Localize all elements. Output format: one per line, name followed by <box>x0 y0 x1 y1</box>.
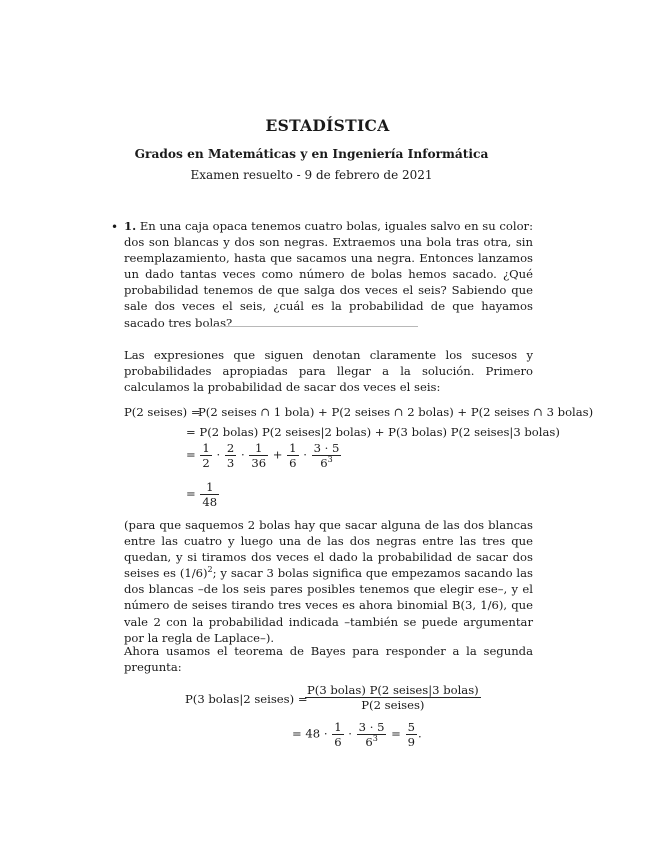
eq1-line2: = P(2 bolas) P(2 seises|2 bolas) + P(3 bolas) P(2 seises|3 bolas) <box>186 425 560 439</box>
course-subtitle: Grados en Matemáticas y en Ingeniería Informática <box>134 147 489 161</box>
problem-statement <box>124 218 533 331</box>
eq1-result: = $\frac{1}{48}$ <box>186 480 218 510</box>
eq1-line1: P(2 seises ∩ 1 bola) + P(2 seises ∩ 2 bolas) + P(2 seises ∩ 3 bolas) <box>198 405 594 419</box>
fraction-1-6: $\frac{1}{6}$ <box>289 441 297 471</box>
fraction-1-36: $\frac{1}{36}$ <box>251 441 267 471</box>
eq1-lhs: P(2 seises) = <box>124 405 201 419</box>
eq2-fraction <box>304 684 482 711</box>
bayes-intro: Ahora usamos el teorema de Bayes para responder a la segunda pregunta: <box>124 644 533 675</box>
equals-sign: = <box>186 447 196 462</box>
problem-text: En una caja opaca tenemos cuatro bolas, iguales salvo en su color: dos son blancas y dos son negras. Extraemos una bola tras otra, sin reemplazamiento, hasta que sacamos una negra. Entonces lanzamos un dado tantas veces como número de bolas hemos sacado. ¿Qué probabilidad tenemos de que salga dos veces el seis? Sabiendo que sale dos veces el seis, ¿cuál es la probabilidad de que hayamos sacado tres bolas? <box>124 219 533 330</box>
fraction-1-48: $\frac{1}{48}$ <box>202 480 218 510</box>
eq1-line3: = $\frac{1}{2}$ · $\frac{2}{3}$ · $\frac{1}{36}$ + $\frac{1}{6}$ · $\frac{3 \cdot 5}{6^3}$ <box>186 441 340 471</box>
separator-rule <box>206 326 418 327</box>
fraction-1-6-b: $\frac{1}{6}$ <box>334 720 342 750</box>
eq2-line2: = 48 · $\frac{1}{6}$ · $\frac{3 \cdot 5}{6^3}$ = $\frac{5}{9}$ . <box>292 720 422 750</box>
explanation-note: (para que saquemos 2 bolas hay que sacar alguna de las dos blancas entre las cuatro y luego una de las dos negras entre las tres que quedan, y si tiramos dos veces el dado la probabilidad de sacar dos seises es $(1/6)^2$; y sacar 3 bolas significa que empezamos sacando las dos blancas –de los seis pares posibles tenemos que elegir ese–, y el número de seises tirando tres veces es ahora binomial B(3, 1/6), que vale 2 con la probabilidad indicada –también se puede argumentar por la regla de Laplace–). <box>124 518 533 645</box>
fraction-5-9: $\frac{5}{9}$ <box>407 720 415 750</box>
page-title: ESTADÍSTICA <box>265 116 390 135</box>
fraction-1-2: $\frac{1}{2}$ <box>202 441 210 471</box>
exam-date: Examen resuelto - 9 de febrero de 2021 <box>190 168 433 182</box>
solution-intro: Las expresiones que siguen denotan claramente los sucesos y probabilidades apropiadas para llegar a la solución. Primero calculamos la probabilidad de sacar dos veces el seis: <box>124 348 533 395</box>
problem-number: 1. <box>124 219 137 233</box>
fraction-15-216: $\frac{3 \cdot 5}{6^3}$ <box>313 441 340 471</box>
bayes-fraction: $\frac{\text{P(3 bolas) P(2 seises|3 bolas)}}{\text{P(2 seises)}}$ <box>307 683 479 713</box>
bullet-marker: • <box>111 220 119 234</box>
eq2-lhs: P(3 bolas|2 seises) = <box>185 692 308 706</box>
fraction-15-216-b: $\frac{3 \cdot 5}{6^3}$ <box>358 720 385 750</box>
fraction-2-3: $\frac{2}{3}$ <box>226 441 235 471</box>
